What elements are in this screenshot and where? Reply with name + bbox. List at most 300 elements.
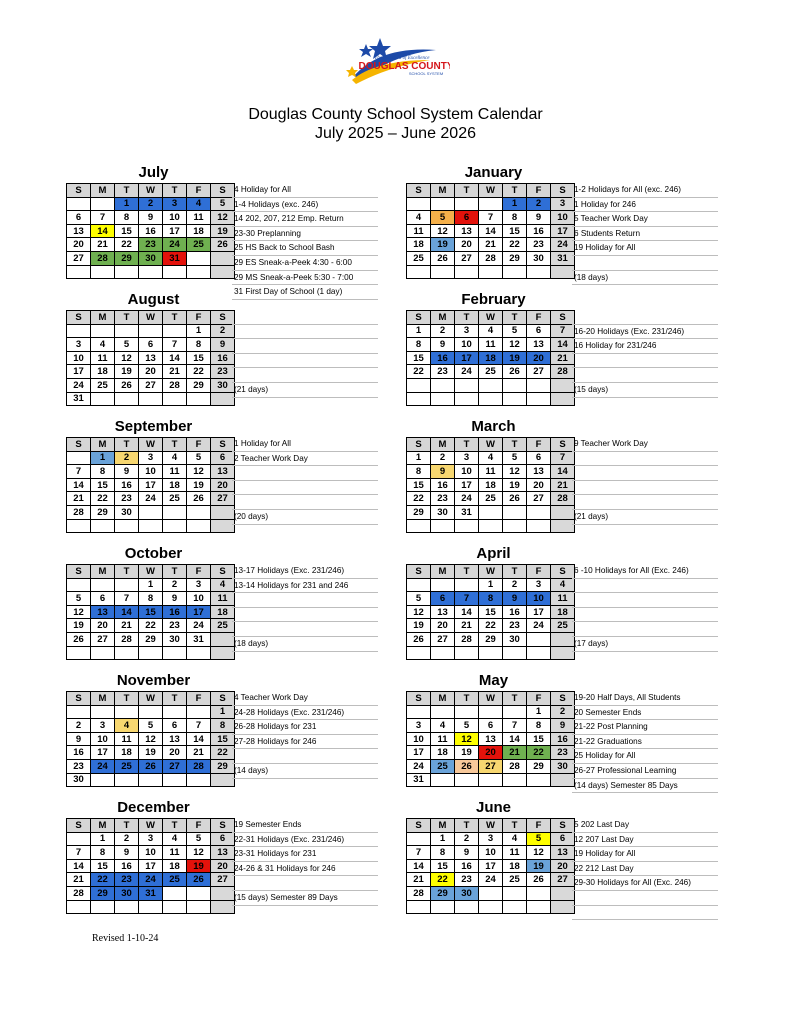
weekday-header: T bbox=[503, 438, 527, 452]
day-cell: 19 bbox=[407, 619, 431, 633]
note-line: (17 days) bbox=[572, 637, 718, 652]
day-cell: 13 bbox=[527, 338, 551, 352]
month-name: August bbox=[127, 291, 180, 308]
day-cell: 21 bbox=[407, 873, 431, 887]
day-cell: 6 bbox=[527, 451, 551, 465]
day-cell: 26 bbox=[187, 492, 211, 506]
day-cell: 22 bbox=[91, 492, 115, 506]
day-cell: 5 bbox=[431, 211, 455, 225]
empty-cell bbox=[503, 378, 527, 392]
week-row bbox=[407, 338, 575, 352]
day-cell: 25 bbox=[91, 378, 115, 392]
day-cell: 17 bbox=[407, 746, 431, 760]
empty-cell bbox=[211, 519, 235, 533]
empty-cell bbox=[455, 392, 479, 406]
day-cell: 4 bbox=[551, 578, 575, 592]
weekday-header: S bbox=[407, 819, 431, 833]
weekday-header: W bbox=[479, 311, 503, 325]
day-cell: 28 bbox=[67, 886, 91, 900]
month-august bbox=[66, 292, 386, 417]
day-cell: 13 bbox=[91, 605, 115, 619]
day-cell: 14 bbox=[455, 605, 479, 619]
month-table bbox=[66, 183, 235, 279]
weekday-header: M bbox=[91, 692, 115, 706]
empty-cell bbox=[115, 519, 139, 533]
note-line bbox=[232, 354, 378, 369]
day-cell: 12 bbox=[211, 211, 235, 225]
day-cell: 19 bbox=[431, 238, 455, 252]
empty-cell bbox=[407, 832, 431, 846]
note-line: 27-28 Holidays for 246 bbox=[232, 735, 378, 750]
day-cell: 14 bbox=[67, 859, 91, 873]
empty-cell bbox=[163, 646, 187, 660]
empty-cell bbox=[139, 519, 163, 533]
day-cell: 7 bbox=[115, 592, 139, 606]
day-cell: 21 bbox=[91, 238, 115, 252]
day-cell: 7 bbox=[187, 719, 211, 733]
day-cell: 18 bbox=[407, 238, 431, 252]
weekday-header: S bbox=[551, 565, 575, 579]
day-cell: 6 bbox=[455, 211, 479, 225]
weekday-header: S bbox=[407, 565, 431, 579]
week-row bbox=[67, 900, 235, 914]
empty-cell bbox=[527, 646, 551, 660]
week-row bbox=[407, 224, 575, 238]
day-cell: 9 bbox=[139, 211, 163, 225]
month-november bbox=[66, 673, 386, 798]
day-cell: 8 bbox=[407, 465, 431, 479]
week-row bbox=[67, 492, 235, 506]
day-cell: 15 bbox=[431, 859, 455, 873]
day-cell: 9 bbox=[455, 846, 479, 860]
week-row bbox=[67, 619, 235, 633]
month-table bbox=[406, 818, 575, 914]
note-line bbox=[572, 452, 718, 467]
day-cell: 26 bbox=[455, 759, 479, 773]
day-cell: 20 bbox=[479, 746, 503, 760]
empty-cell bbox=[503, 705, 527, 719]
weekday-header: T bbox=[503, 692, 527, 706]
note-line: 6 -10 Holidays for All (Exc. 246) bbox=[572, 564, 718, 579]
empty-cell bbox=[479, 900, 503, 914]
day-cell: 26 bbox=[407, 632, 431, 646]
day-cell: 20 bbox=[211, 859, 235, 873]
week-row bbox=[67, 365, 235, 379]
day-cell: 12 bbox=[187, 846, 211, 860]
empty-cell bbox=[551, 886, 575, 900]
day-cell: 27 bbox=[163, 759, 187, 773]
day-cell: 31 bbox=[163, 251, 187, 265]
weekday-header: F bbox=[527, 819, 551, 833]
week-row bbox=[407, 719, 575, 733]
day-cell: 8 bbox=[187, 338, 211, 352]
empty-cell bbox=[551, 378, 575, 392]
note-line bbox=[232, 339, 378, 354]
week-row bbox=[407, 592, 575, 606]
note-line bbox=[572, 622, 718, 637]
empty-cell bbox=[187, 646, 211, 660]
day-cell: 9 bbox=[211, 338, 235, 352]
empty-cell bbox=[91, 392, 115, 406]
note-line: 12 207 Last Day bbox=[572, 833, 718, 848]
empty-cell bbox=[455, 900, 479, 914]
month-table bbox=[406, 564, 575, 660]
day-cell: 17 bbox=[455, 478, 479, 492]
day-cell: 6 bbox=[91, 592, 115, 606]
day-cell: 6 bbox=[527, 324, 551, 338]
month-notes bbox=[232, 564, 378, 652]
day-cell: 24 bbox=[163, 238, 187, 252]
day-cell: 17 bbox=[163, 224, 187, 238]
day-cell: 28 bbox=[551, 492, 575, 506]
month-notes bbox=[232, 183, 378, 300]
day-cell: 29 bbox=[91, 505, 115, 519]
day-cell: 19 bbox=[503, 478, 527, 492]
day-cell: 27 bbox=[211, 492, 235, 506]
weekday-header: T bbox=[163, 565, 187, 579]
day-cell: 31 bbox=[139, 886, 163, 900]
day-cell: 2 bbox=[455, 832, 479, 846]
weekday-header: F bbox=[527, 438, 551, 452]
month-table bbox=[66, 691, 235, 787]
empty-cell bbox=[163, 900, 187, 914]
note-line: 1-2 Holidays for All (exc. 246) bbox=[572, 183, 718, 198]
weekday-header: T bbox=[115, 819, 139, 833]
day-cell: 10 bbox=[187, 592, 211, 606]
day-cell: 27 bbox=[527, 492, 551, 506]
day-cell: 19 bbox=[139, 746, 163, 760]
day-cell: 23 bbox=[139, 238, 163, 252]
day-cell: 24 bbox=[187, 619, 211, 633]
note-line bbox=[572, 593, 718, 608]
empty-cell bbox=[479, 646, 503, 660]
weekday-header: S bbox=[211, 311, 235, 325]
month-january bbox=[406, 165, 726, 290]
week-row bbox=[407, 392, 575, 406]
revision-note: Revised 1-10-24 bbox=[92, 933, 159, 944]
day-cell: 29 bbox=[139, 632, 163, 646]
weekday-header: T bbox=[115, 565, 139, 579]
day-cell: 23 bbox=[115, 492, 139, 506]
day-cell: 8 bbox=[139, 592, 163, 606]
day-cell: 7 bbox=[479, 211, 503, 225]
weekday-header: M bbox=[431, 565, 455, 579]
day-cell: 3 bbox=[551, 197, 575, 211]
day-cell: 28 bbox=[115, 632, 139, 646]
month-notes bbox=[572, 437, 718, 525]
weekday-header-row bbox=[67, 311, 235, 325]
weekday-header-row bbox=[67, 184, 235, 198]
day-cell: 22 bbox=[407, 365, 431, 379]
day-cell: 18 bbox=[479, 351, 503, 365]
day-cell: 17 bbox=[551, 224, 575, 238]
week-row bbox=[67, 632, 235, 646]
day-cell: 1 bbox=[527, 705, 551, 719]
month-notes bbox=[572, 818, 718, 920]
empty-cell bbox=[91, 519, 115, 533]
weekday-header: T bbox=[503, 184, 527, 198]
day-cell: 23 bbox=[163, 619, 187, 633]
day-cell: 18 bbox=[503, 859, 527, 873]
day-cell: 15 bbox=[407, 351, 431, 365]
day-cell: 5 bbox=[455, 719, 479, 733]
day-cell: 11 bbox=[211, 592, 235, 606]
day-cell: 3 bbox=[527, 578, 551, 592]
weekday-header: S bbox=[407, 438, 431, 452]
day-cell: 12 bbox=[139, 732, 163, 746]
day-cell: 5 bbox=[67, 592, 91, 606]
day-cell: 12 bbox=[187, 465, 211, 479]
week-row bbox=[67, 719, 235, 733]
empty-cell bbox=[187, 519, 211, 533]
note-line: 25 Holiday for All bbox=[572, 749, 718, 764]
empty-cell bbox=[67, 646, 91, 660]
day-cell: 27 bbox=[91, 632, 115, 646]
note-line: 4 Teacher Work Day bbox=[232, 691, 378, 706]
month-name: July bbox=[138, 164, 169, 181]
note-line: 9 Teacher Work Day bbox=[572, 437, 718, 452]
note-line: 5 202 Last Day bbox=[572, 818, 718, 833]
day-cell: 10 bbox=[91, 732, 115, 746]
empty-cell bbox=[503, 886, 527, 900]
day-cell: 7 bbox=[455, 592, 479, 606]
empty-cell bbox=[407, 519, 431, 533]
day-cell: 20 bbox=[139, 365, 163, 379]
weekday-header: M bbox=[431, 438, 455, 452]
empty-cell bbox=[163, 519, 187, 533]
day-cell: 20 bbox=[527, 351, 551, 365]
month-name: April bbox=[476, 545, 511, 562]
day-cell: 14 bbox=[503, 732, 527, 746]
day-cell: 3 bbox=[67, 338, 91, 352]
weekday-header: W bbox=[139, 692, 163, 706]
weekday-header: S bbox=[211, 819, 235, 833]
empty-cell bbox=[187, 900, 211, 914]
note-line: 19 Holiday for All bbox=[572, 847, 718, 862]
empty-cell bbox=[67, 519, 91, 533]
day-cell: 1 bbox=[211, 705, 235, 719]
day-cell: 5 bbox=[503, 324, 527, 338]
empty-cell bbox=[479, 705, 503, 719]
note-line bbox=[232, 608, 378, 623]
weekday-header: T bbox=[115, 692, 139, 706]
day-cell: 19 bbox=[187, 859, 211, 873]
day-cell: 15 bbox=[211, 732, 235, 746]
weekday-header: T bbox=[455, 184, 479, 198]
day-cell: 16 bbox=[139, 224, 163, 238]
day-cell: 9 bbox=[115, 465, 139, 479]
day-cell: 11 bbox=[115, 732, 139, 746]
day-cell: 18 bbox=[163, 859, 187, 873]
empty-cell bbox=[115, 324, 139, 338]
day-cell: 25 bbox=[479, 365, 503, 379]
day-cell: 4 bbox=[91, 338, 115, 352]
day-cell: 1 bbox=[431, 832, 455, 846]
week-row bbox=[407, 873, 575, 887]
day-cell: 15 bbox=[187, 351, 211, 365]
day-cell: 4 bbox=[115, 719, 139, 733]
empty-cell bbox=[407, 646, 431, 660]
month-name: November bbox=[116, 672, 191, 689]
day-cell: 5 bbox=[211, 197, 235, 211]
empty-cell bbox=[455, 197, 479, 211]
empty-cell bbox=[67, 451, 91, 465]
empty-cell bbox=[115, 646, 139, 660]
day-cell: 28 bbox=[479, 251, 503, 265]
day-cell: 16 bbox=[431, 351, 455, 365]
day-cell: 20 bbox=[163, 746, 187, 760]
day-cell: 20 bbox=[431, 619, 455, 633]
note-line: 19 Semester Ends bbox=[232, 818, 378, 833]
day-cell: 30 bbox=[115, 505, 139, 519]
empty-cell bbox=[115, 705, 139, 719]
day-cell: 27 bbox=[455, 251, 479, 265]
day-cell: 2 bbox=[503, 578, 527, 592]
empty-cell bbox=[115, 900, 139, 914]
day-cell: 18 bbox=[431, 746, 455, 760]
day-cell: 29 bbox=[211, 759, 235, 773]
weekday-header: T bbox=[115, 438, 139, 452]
note-line: 2 Teacher Work Day bbox=[232, 452, 378, 467]
week-row bbox=[67, 224, 235, 238]
note-line bbox=[232, 593, 378, 608]
day-cell: 19 bbox=[455, 746, 479, 760]
week-row bbox=[407, 492, 575, 506]
day-cell: 15 bbox=[115, 224, 139, 238]
day-cell: 15 bbox=[91, 478, 115, 492]
month-july bbox=[66, 164, 386, 297]
week-row bbox=[407, 505, 575, 519]
weekday-header: T bbox=[115, 311, 139, 325]
day-cell: 16 bbox=[503, 605, 527, 619]
day-cell: 29 bbox=[187, 378, 211, 392]
day-cell: 24 bbox=[479, 873, 503, 887]
note-line bbox=[572, 481, 718, 496]
note-line bbox=[232, 481, 378, 496]
day-cell: 13 bbox=[479, 732, 503, 746]
weekday-header: T bbox=[503, 565, 527, 579]
day-cell: 19 bbox=[527, 859, 551, 873]
week-row bbox=[67, 773, 235, 787]
day-cell: 14 bbox=[115, 605, 139, 619]
day-cell: 14 bbox=[479, 224, 503, 238]
day-cell: 15 bbox=[91, 859, 115, 873]
day-cell: 10 bbox=[479, 846, 503, 860]
note-line: (14 days) bbox=[232, 764, 378, 779]
month-notes bbox=[572, 564, 718, 652]
note-line bbox=[232, 495, 378, 510]
empty-cell bbox=[455, 773, 479, 787]
empty-cell bbox=[211, 646, 235, 660]
day-cell: 11 bbox=[163, 465, 187, 479]
day-cell: 22 bbox=[91, 873, 115, 887]
day-cell: 28 bbox=[163, 378, 187, 392]
note-line: 26-27 Professional Learning bbox=[572, 764, 718, 779]
weekday-header: S bbox=[551, 311, 575, 325]
month-february bbox=[406, 292, 726, 417]
day-cell: 25 bbox=[479, 492, 503, 506]
empty-cell bbox=[115, 578, 139, 592]
day-cell: 16 bbox=[455, 859, 479, 873]
empty-cell bbox=[115, 265, 139, 279]
empty-cell bbox=[551, 900, 575, 914]
day-cell: 29 bbox=[527, 759, 551, 773]
week-row bbox=[67, 505, 235, 519]
day-cell: 4 bbox=[407, 211, 431, 225]
day-cell: 2 bbox=[527, 197, 551, 211]
day-cell: 3 bbox=[455, 451, 479, 465]
note-line: 14 202, 207, 212 Emp. Return bbox=[232, 212, 378, 227]
empty-cell bbox=[91, 705, 115, 719]
week-row bbox=[67, 519, 235, 533]
day-cell: 14 bbox=[187, 732, 211, 746]
weekday-header: F bbox=[187, 692, 211, 706]
empty-cell bbox=[551, 392, 575, 406]
weekday-header: W bbox=[479, 819, 503, 833]
day-cell: 3 bbox=[187, 578, 211, 592]
day-cell: 3 bbox=[139, 832, 163, 846]
day-cell: 6 bbox=[431, 592, 455, 606]
empty-cell bbox=[431, 646, 455, 660]
empty-cell bbox=[115, 392, 139, 406]
empty-cell bbox=[163, 773, 187, 787]
empty-cell bbox=[431, 392, 455, 406]
weekday-header: F bbox=[187, 311, 211, 325]
note-line: 13-17 Holidays (Exc. 231/246) bbox=[232, 564, 378, 579]
empty-cell bbox=[455, 578, 479, 592]
day-cell: 16 bbox=[163, 605, 187, 619]
day-cell: 8 bbox=[479, 592, 503, 606]
empty-cell bbox=[407, 900, 431, 914]
day-cell: 7 bbox=[67, 846, 91, 860]
note-line bbox=[572, 354, 718, 369]
day-cell: 10 bbox=[67, 351, 91, 365]
week-row bbox=[407, 378, 575, 392]
day-cell: 24 bbox=[139, 873, 163, 887]
day-cell: 5 bbox=[115, 338, 139, 352]
day-cell: 31 bbox=[455, 505, 479, 519]
note-line bbox=[572, 256, 718, 271]
day-cell: 15 bbox=[139, 605, 163, 619]
weekday-header: S bbox=[67, 692, 91, 706]
weekday-header: F bbox=[527, 311, 551, 325]
month-notes bbox=[572, 310, 718, 398]
note-line: (20 days) bbox=[232, 510, 378, 525]
month-table bbox=[66, 818, 235, 914]
empty-cell bbox=[91, 265, 115, 279]
note-line: 21-22 Graduations bbox=[572, 735, 718, 750]
note-line bbox=[232, 622, 378, 637]
week-row bbox=[407, 900, 575, 914]
note-line bbox=[572, 466, 718, 481]
empty-cell bbox=[479, 392, 503, 406]
month-name: December bbox=[117, 799, 190, 816]
day-cell: 17 bbox=[91, 746, 115, 760]
empty-cell bbox=[503, 900, 527, 914]
month-name: March bbox=[471, 418, 516, 435]
day-cell: 11 bbox=[163, 846, 187, 860]
note-line: 24-26 & 31 Holidays for 246 bbox=[232, 862, 378, 877]
empty-cell bbox=[479, 519, 503, 533]
week-row bbox=[407, 746, 575, 760]
day-cell: 16 bbox=[527, 224, 551, 238]
note-line: 21-22 Post Planning bbox=[572, 720, 718, 735]
day-cell: 30 bbox=[67, 773, 91, 787]
day-cell: 24 bbox=[455, 365, 479, 379]
empty-cell bbox=[551, 265, 575, 279]
weekday-header: M bbox=[91, 438, 115, 452]
day-cell: 17 bbox=[479, 859, 503, 873]
